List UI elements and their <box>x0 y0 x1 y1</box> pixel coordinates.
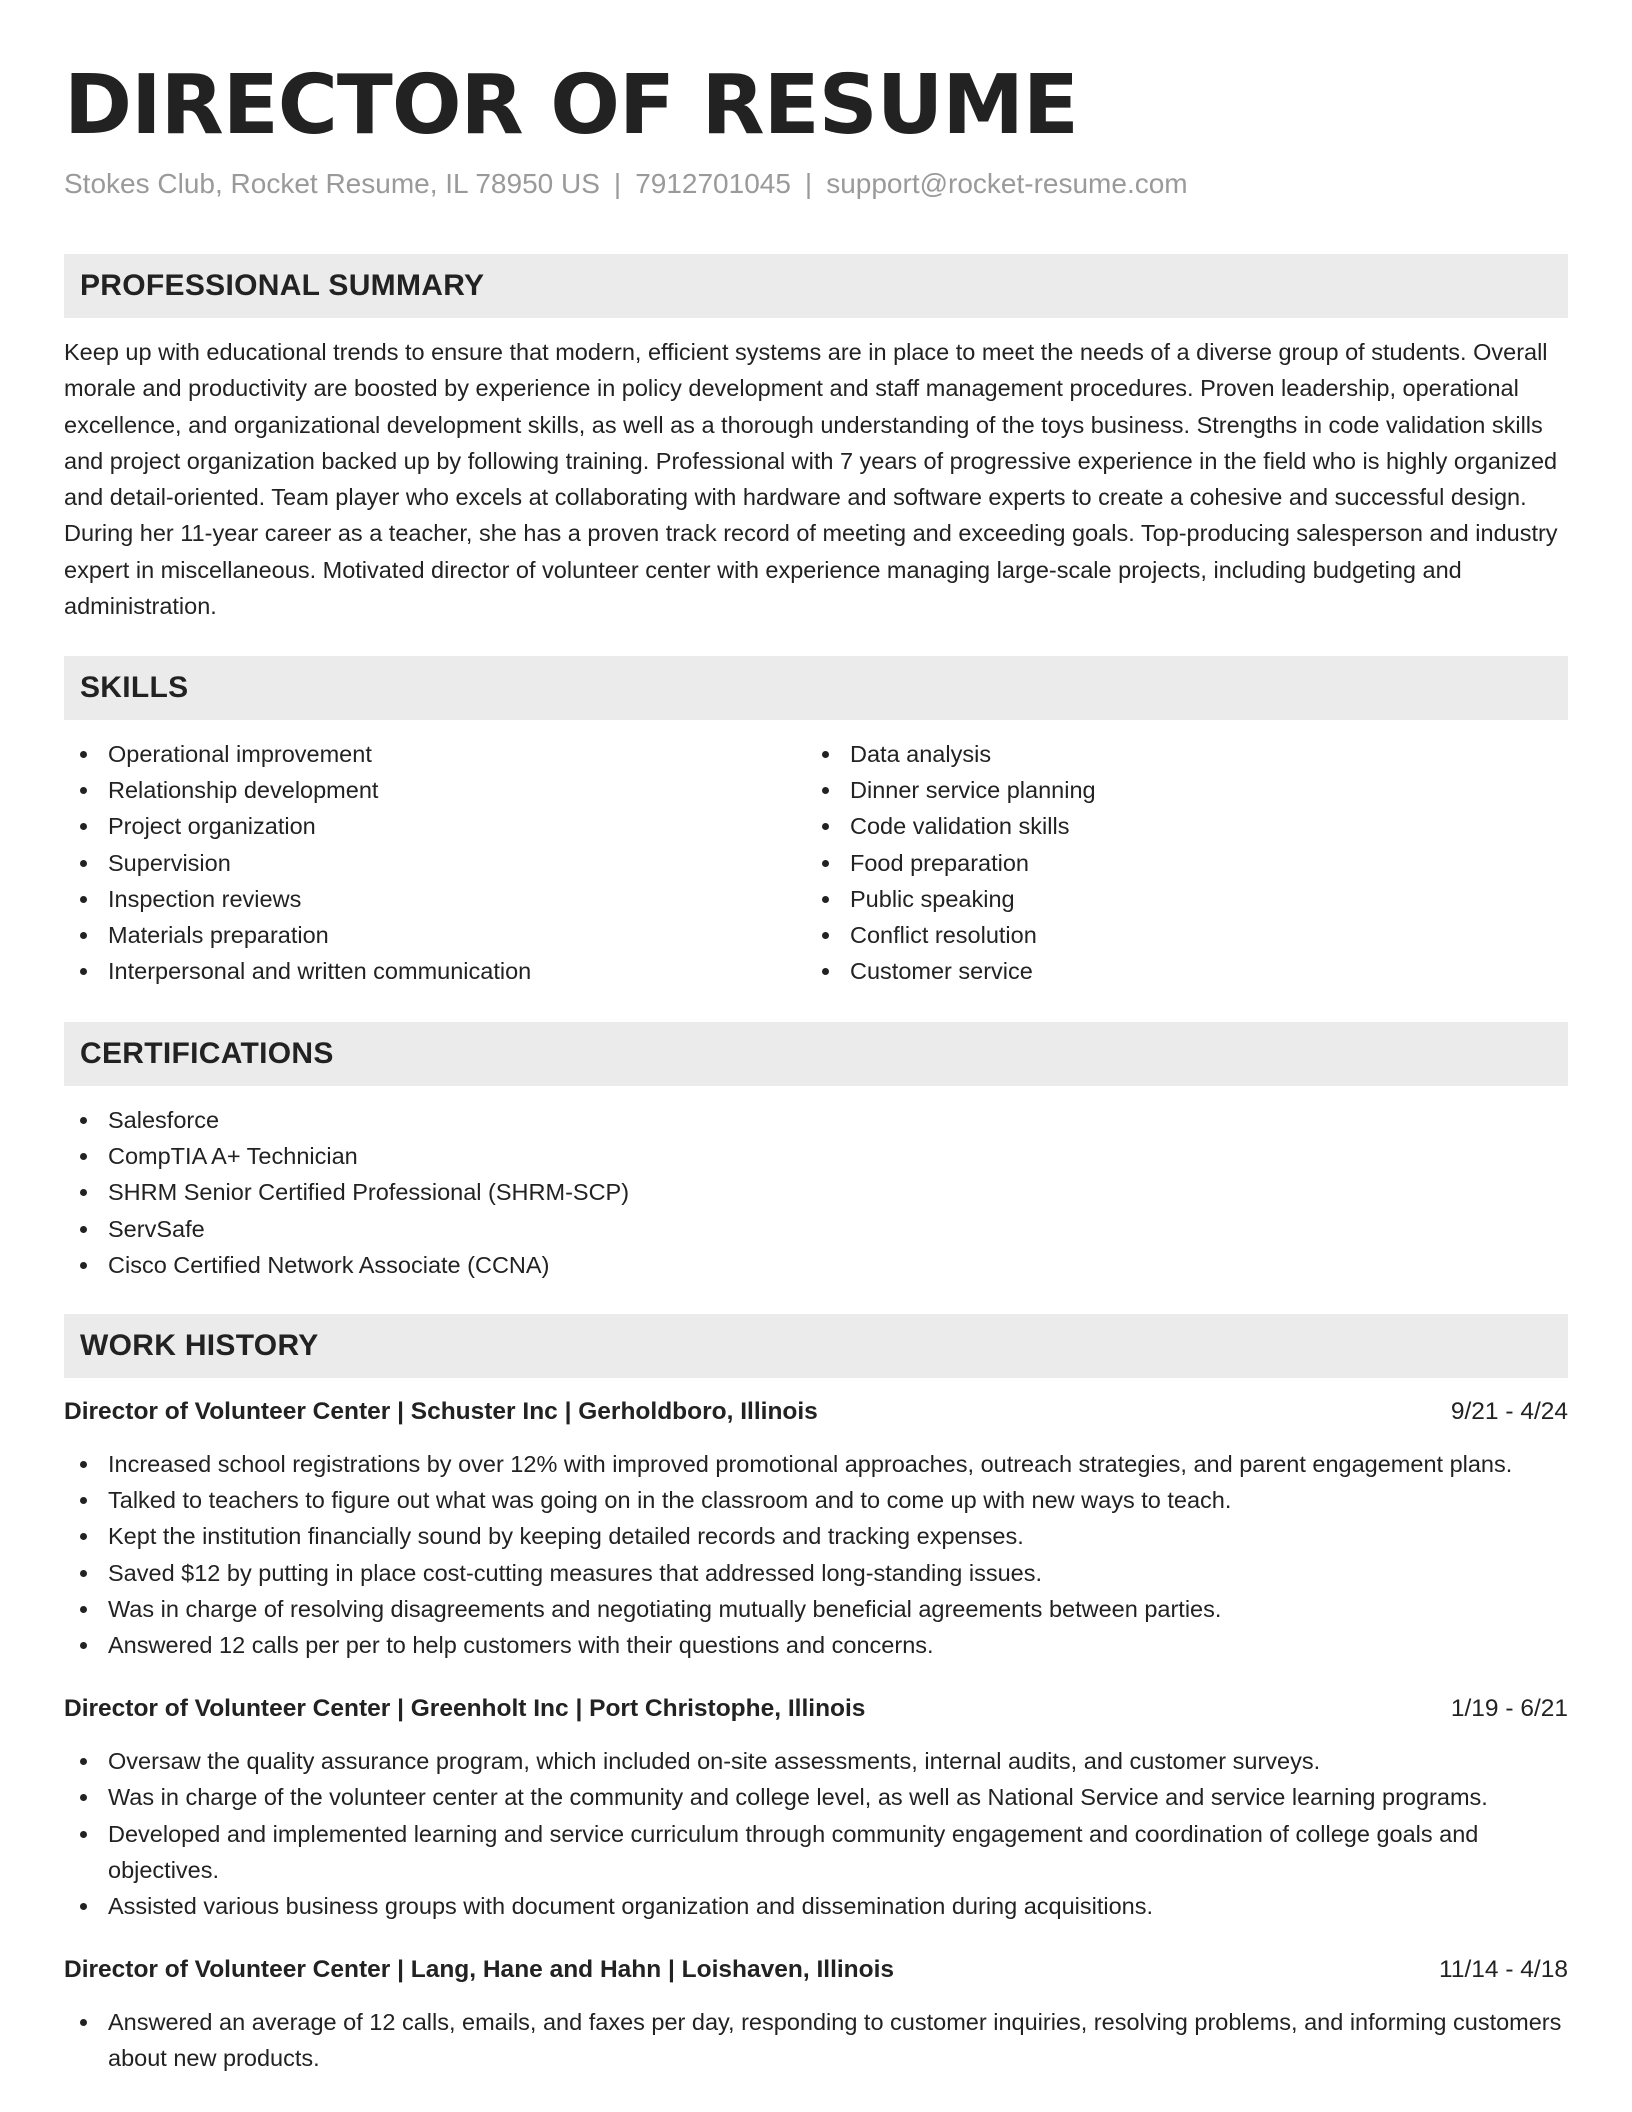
job-bullet: Was in charge of the volunteer center at the community and college level, as well as National Service and service learning programs. <box>64 1779 1568 1815</box>
certification-item: SHRM Senior Certified Professional (SHRM-SCP) <box>64 1174 1568 1210</box>
email[interactable]: support@rocket-resume.com <box>826 168 1188 199</box>
certifications-list <box>64 1102 1568 1283</box>
work-history-section <box>64 1314 1568 2077</box>
skills-section <box>64 656 1568 989</box>
job-bullet: Saved $12 by putting in place cost-cutting measures that addressed long-standing issues. <box>64 1555 1568 1591</box>
certification-item: Salesforce <box>64 1102 1568 1138</box>
certification-item: CompTIA A+ Technician <box>64 1138 1568 1174</box>
section-header <box>64 1314 1568 1378</box>
skill-item: Project organization <box>64 808 806 844</box>
job-bullet: Assisted various business groups with document organization and dissemination during acquisitions. <box>64 1888 1568 1924</box>
job-title: Director of Volunteer Center | Greenholt Inc | Port Christophe, Illinois <box>64 1695 866 1723</box>
skill-item: Operational improvement <box>64 736 806 772</box>
section-title: CERTIFICATIONS <box>80 1037 334 1070</box>
skill-item: Food preparation <box>806 845 1548 881</box>
job-bullet: Answered an average of 12 calls, emails, and faxes per day, responding to customer inquiries, resolving problems, and informing customers about new products. <box>64 2004 1568 2076</box>
separator: | <box>804 168 813 199</box>
skill-item: Customer service <box>806 953 1548 989</box>
job-bullet: Talked to teachers to figure out what was going on in the classroom and to come up with new ways to teach. <box>64 1482 1568 1518</box>
certification-item: Cisco Certified Network Associate (CCNA) <box>64 1247 1568 1283</box>
job-dates: 9/21 - 4/24 <box>1450 1398 1568 1425</box>
section-header <box>64 254 1568 318</box>
job-title: Director of Volunteer Center | Schuster Inc | Gerholdboro, Illinois <box>64 1398 818 1425</box>
job-bullet: Answered 12 calls per per to help customers with their questions and concerns. <box>64 1627 1568 1663</box>
job-bullet: Oversaw the quality assurance program, which included on-site assessments, internal audits, and customer surveys. <box>64 1743 1568 1779</box>
contact-line <box>64 166 1188 202</box>
skill-item: Dinner service planning <box>806 772 1548 808</box>
phone: 7912701045 <box>635 168 791 199</box>
section-title: WORK HISTORY <box>80 1329 319 1362</box>
job-title: Director of Volunteer Center | Lang, Hane and Hahn | Loishaven, Illinois <box>64 1956 895 1984</box>
job-bullet: Developed and implemented learning and service curriculum through community engagement and coordination of college goals and objectives. <box>64 1816 1568 1888</box>
certification-item: ServSafe <box>64 1211 1568 1247</box>
job-entry <box>64 1952 1568 2076</box>
job-entry <box>64 1394 1568 1663</box>
skill-item: Inspection reviews <box>64 881 806 917</box>
job-header <box>64 1691 1568 1727</box>
job-dates: 11/14 - 4/18 <box>1439 1956 1568 1984</box>
job-bullet: Was in charge of resolving disagreements and negotiating mutually beneficial agreements between parties. <box>64 1591 1568 1627</box>
skill-item: Public speaking <box>806 881 1548 917</box>
section-header <box>64 1022 1568 1086</box>
skills-list-left <box>64 736 806 989</box>
certifications-section <box>64 1022 1568 1283</box>
skill-item: Interpersonal and written communication <box>64 953 806 989</box>
skill-item: Materials preparation <box>64 917 806 953</box>
job-bullet: Increased school registrations by over 12% with improved promotional approaches, outreach strategies, and parent engagement plans. <box>64 1446 1568 1482</box>
skill-item: Supervision <box>64 845 806 881</box>
job-bullet: Kept the institution financially sound by keeping detailed records and tracking expenses. <box>64 1518 1568 1554</box>
summary-text: Keep up with educational trends to ensure that modern, efficient systems are in place to meet the needs of a diverse group of students. Overall morale and productivity are boosted by experience in policy development and staff management procedures. Proven leadership, operational excellence, and organizational development skills, as well as a thorough understanding of the toys business. Strengths in code validation skills and project organization backed up by following training. Professional with 7 years of progressive experience in the field who is highly organized and detail-oriented. Team player who excels at collaborating with hardware and software experts to create a cohesive and successful design. During her 11-year career as a teacher, she has a proven track record of meeting and exceeding goals. Top-producing salesperson and industry expert in miscellaneous. Motivated director of volunteer center with experience managing large-scale projects, including budgeting and administration. <box>64 339 1558 620</box>
job-bullets <box>64 1743 1568 1924</box>
skill-item: Code validation skills <box>806 808 1548 844</box>
skills-list-right <box>806 736 1548 989</box>
candidate-name: DIRECTOR OF RESUME <box>64 58 1078 153</box>
job-header <box>64 1952 1568 1988</box>
job-entry <box>64 1691 1568 1924</box>
section-title: PROFESSIONAL SUMMARY <box>80 269 485 302</box>
section-title: SKILLS <box>80 671 189 704</box>
skill-item: Conflict resolution <box>806 917 1548 953</box>
job-header <box>64 1394 1568 1430</box>
section-header <box>64 656 1568 720</box>
job-bullets <box>64 2004 1568 2076</box>
job-bullets <box>64 1446 1568 1663</box>
skill-item: Data analysis <box>806 736 1548 772</box>
address: Stokes Club, Rocket Resume, IL 78950 US <box>64 168 600 199</box>
skills-columns <box>64 736 1568 989</box>
job-dates: 1/19 - 6/21 <box>1450 1695 1568 1723</box>
skill-item: Relationship development <box>64 772 806 808</box>
separator: | <box>613 168 622 199</box>
summary-section <box>64 254 1568 624</box>
